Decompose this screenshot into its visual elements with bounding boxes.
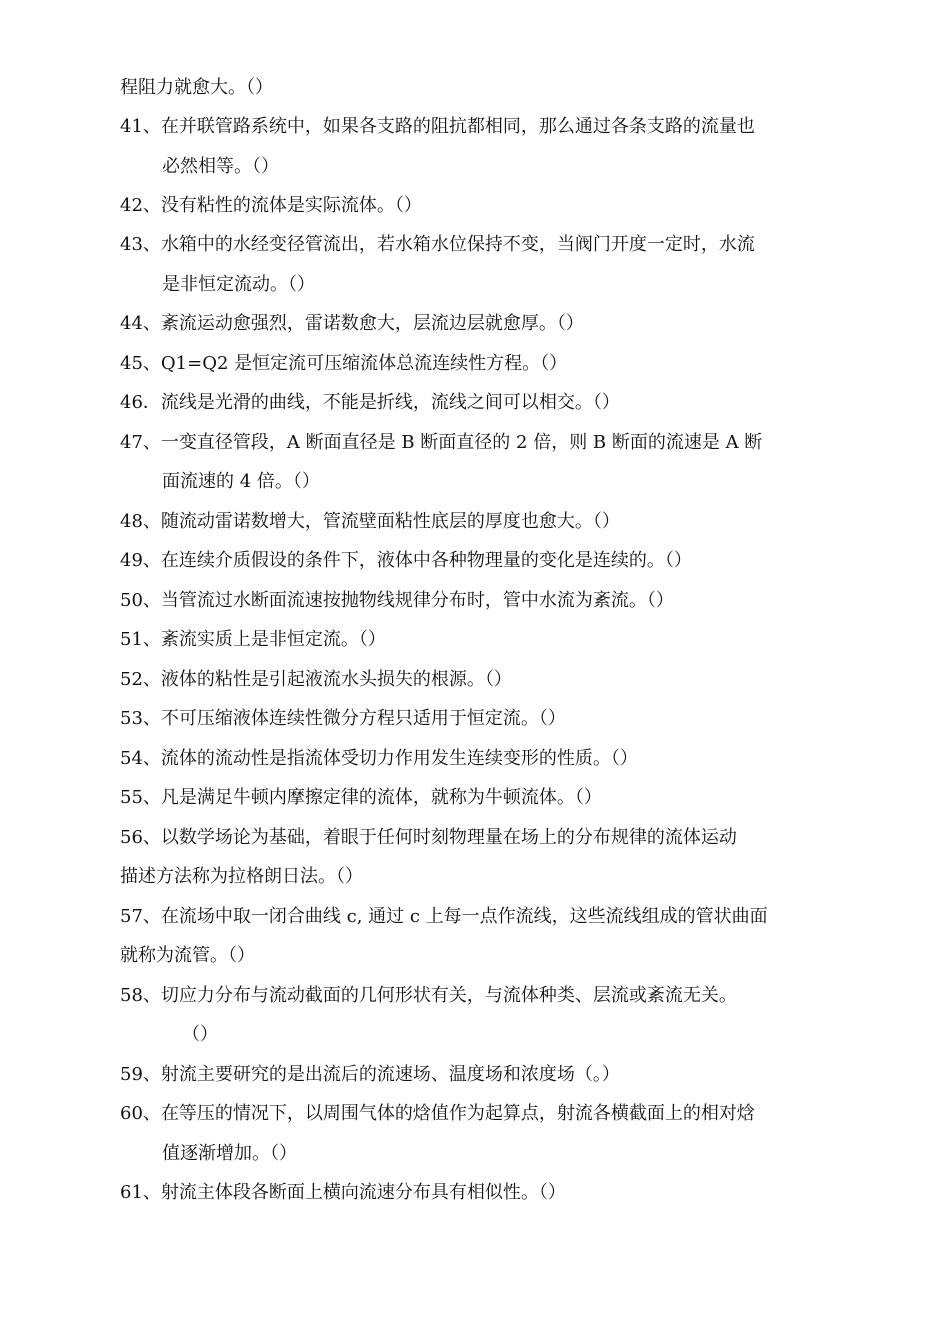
- question-41: 41、在并联管路系统中，如果各支路的阻抗都相同，那么通过各条支路的流量也: [120, 116, 755, 137]
- question-60: 60、在等压的情况下，以周围气体的焓值作为起算点，射流各横截面上的相对焓: [120, 1103, 755, 1124]
- text-line-continuation: 程阻力就愈大。（）: [120, 77, 273, 98]
- question-47-cont: 面流速的 4 倍。（）: [162, 471, 320, 492]
- question-57: 57、在流场中取一闭合曲线 c, 通过 c 上每一点作流线，这些流线组成的管状曲面: [120, 906, 768, 927]
- question-58-cont: （）: [182, 1024, 218, 1045]
- question-51: 51、紊流实质上是非恒定流。（）: [120, 629, 386, 650]
- question-53: 53、不可压缩液体连续性微分方程只适用于恒定流。（）: [120, 708, 566, 729]
- question-44: 44、紊流运动愈强烈，雷诺数愈大，层流边层就愈厚。（）: [120, 313, 584, 334]
- question-61: 61、射流主体段各断面上横向流速分布具有相似性。（）: [120, 1182, 566, 1203]
- question-57-cont: 就称为流管。（）: [120, 945, 255, 966]
- question-49: 49、在连续介质假设的条件下，液体中各种物理量的变化是连续的。（）: [120, 550, 692, 571]
- question-41-cont: 必然相等。（）: [162, 156, 279, 177]
- question-55: 55、凡是满足牛顿内摩擦定律的流体，就称为牛顿流体。（）: [120, 787, 602, 808]
- question-59: 59、射流主要研究的是出流后的流速场、温度场和浓度场（。）: [120, 1064, 620, 1085]
- question-45: 45、Q1=Q2 是恒定流可压缩流体总流连续性方程。（）: [120, 353, 568, 374]
- question-56-cont: 描述方法称为拉格朗日法。（）: [120, 866, 363, 887]
- question-42: 42、没有粘性的流体是实际流体。（）: [120, 195, 422, 216]
- question-47: 47、一变直径管段，A 断面直径是 B 断面直径的 2 倍，则 B 断面的流速是 A 断: [120, 432, 763, 453]
- question-60-cont: 值逐渐增加。（）: [162, 1143, 297, 1164]
- question-48: 48、随流动雷诺数增大，管流壁面粘性底层的厚度也愈大。（）: [120, 511, 620, 532]
- question-56: 56、以数学场论为基础，着眼于任何时刻物理量在场上的分布规律的流体运动: [120, 827, 737, 848]
- question-50: 50、当管流过水断面流速按抛物线规律分布时，管中水流为紊流。（）: [120, 590, 674, 611]
- question-54: 54、流体的流动性是指流体受切力作用发生连续变形的性质。（）: [120, 748, 638, 769]
- question-52: 52、液体的粘性是引起液流水头损失的根源。（）: [120, 669, 512, 690]
- question-58: 58、切应力分布与流动截面的几何形状有关，与流体种类、层流或紊流无关。: [120, 985, 737, 1006]
- question-43-cont: 是非恒定流动。（）: [162, 274, 315, 295]
- question-43: 43、水箱中的水经变径管流出，若水箱水位保持不变，当阀门开度一定时，水流: [120, 234, 755, 255]
- question-46: 46．流线是光滑的曲线，不能是折线，流线之间可以相交。（）: [120, 392, 620, 413]
